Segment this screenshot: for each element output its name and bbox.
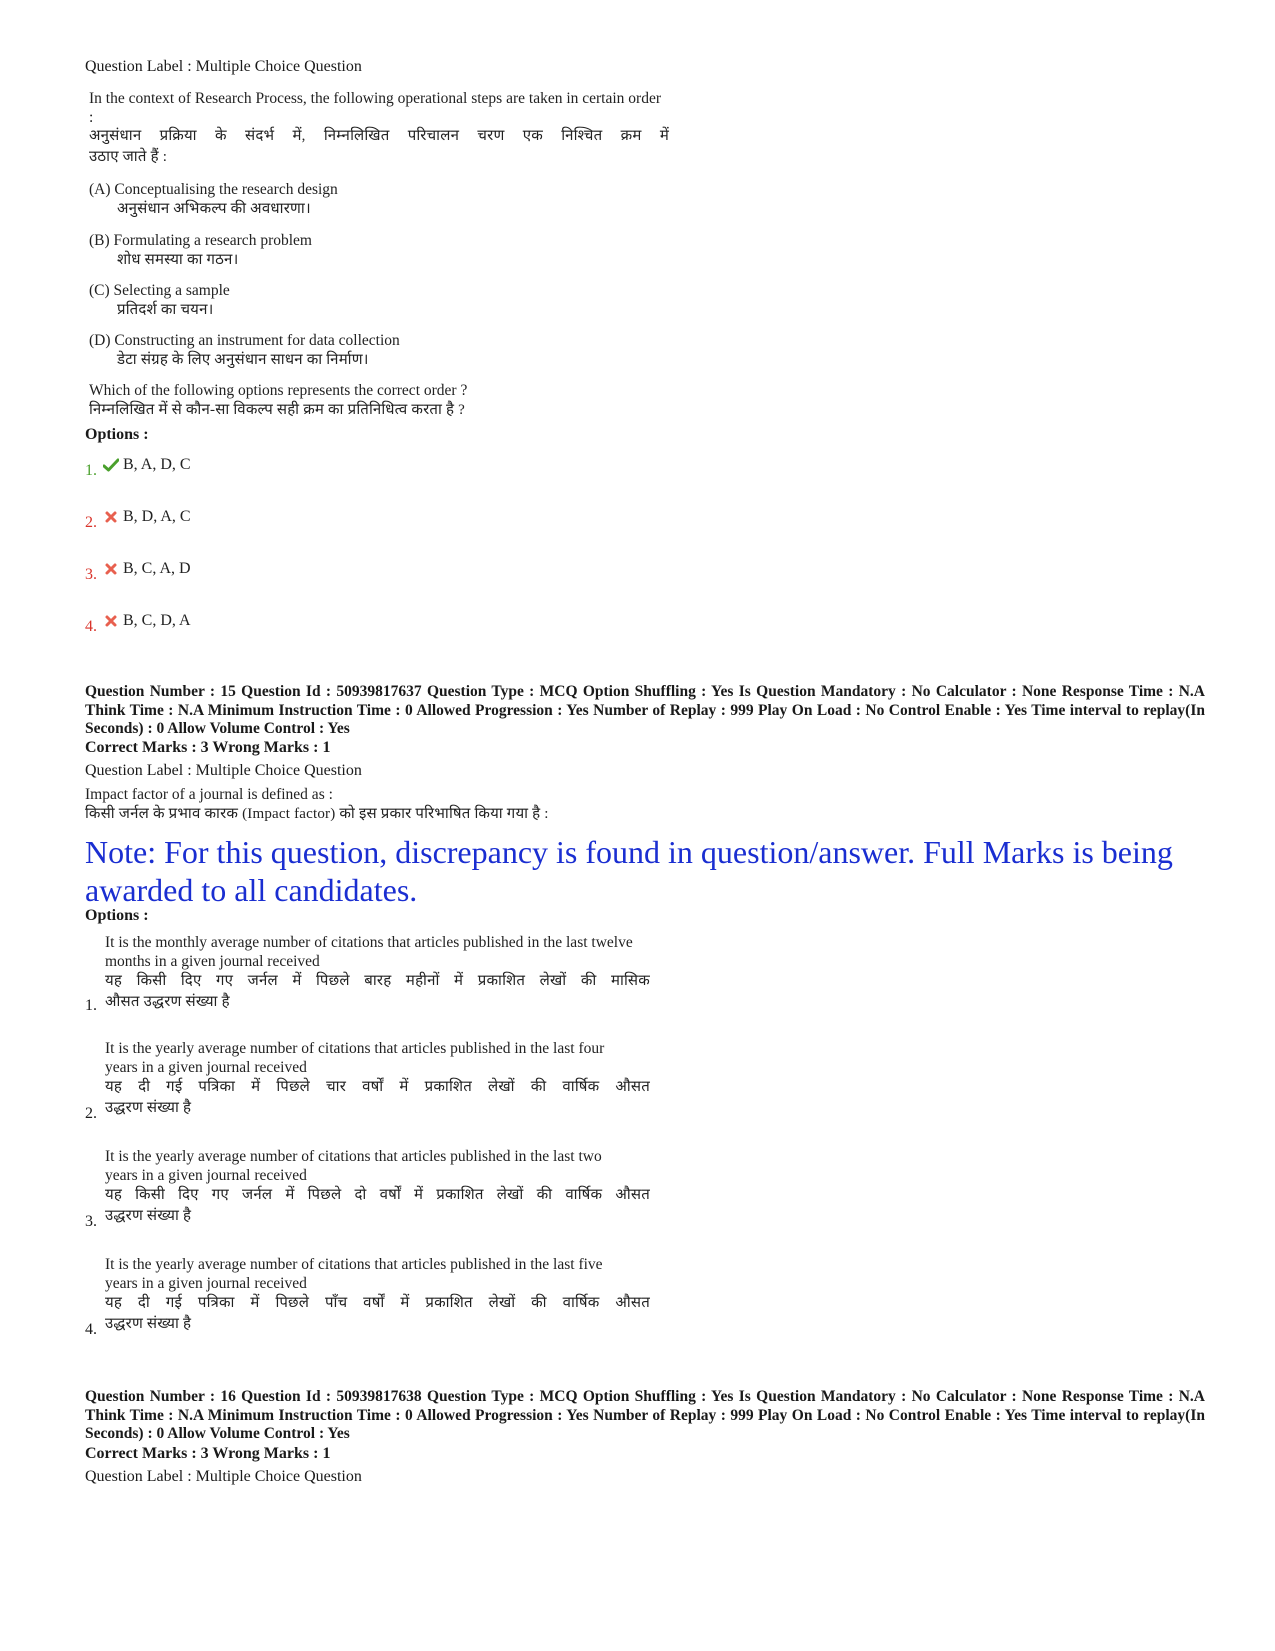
q14-label: Question Label : Multiple Choice Question [85, 58, 362, 75]
item-tag: (B) [89, 232, 110, 249]
item-tag: (A) [89, 181, 111, 198]
option-text-en-2: years in a given journal received [105, 1167, 307, 1184]
item-text-en: Formulating a research problem [113, 232, 312, 249]
discrepancy-note: Note: For this question, discrepancy is found in question/answer. Full Marks is being awarded to all candidates. [85, 834, 1173, 908]
q14-item-d [89, 331, 400, 371]
q15-option-1[interactable] [85, 933, 665, 1013]
item-text-en: Selecting a sample [113, 282, 230, 299]
cross-icon [103, 562, 119, 576]
option-number: 4. [85, 618, 97, 635]
option-text-hi-2: औसत उद्धरण संख्या है [105, 994, 230, 1010]
q14-stem-hi-line1: अनुसंधान प्रक्रिया के संदर्भ में, निम्नलिखित परिचालन चरण एक निश्चित क्रम में [89, 128, 669, 144]
option-number: 2. [85, 1105, 97, 1122]
option-number: 2. [85, 514, 97, 531]
option-text: B, C, A, D [123, 560, 191, 577]
q14-item-b [89, 231, 312, 271]
item-text-hi: प्रतिदर्श का चयन। [117, 302, 214, 318]
q15-option-2[interactable] [85, 1039, 665, 1122]
q16-label: Question Label : Multiple Choice Question [85, 1468, 362, 1485]
option-text-hi-2: उद्धरण संख्या है [105, 1208, 192, 1224]
option-text-hi-1: यह किसी दिए गए जर्नल में पिछले दो वर्षों में प्रकाशित लेखों की वार्षिक औसत [105, 1187, 650, 1203]
q15-stem-en: Impact factor of a journal is defined as : [85, 786, 333, 803]
option-text: B, A, D, C [123, 456, 191, 473]
option-number: 3. [85, 1213, 97, 1230]
option-number: 3. [85, 566, 97, 583]
option-text-en-1: It is the yearly average number of citations that articles published in the last two [105, 1148, 602, 1165]
item-text-hi: डेटा संग्रह के लिए अनुसंधान साधन का निर्माण। [117, 352, 369, 368]
item-text-hi: शोध समस्या का गठन। [117, 252, 239, 268]
option-text-en-2: years in a given journal received [105, 1059, 307, 1076]
q15-marks: Correct Marks : 3 Wrong Marks : 1 [85, 739, 331, 756]
q14-stem-hi-line2: उठाए जाते हैं : [89, 149, 168, 165]
item-tag: (D) [89, 332, 111, 349]
q15-option-4[interactable] [85, 1255, 665, 1338]
q15-option-3[interactable] [85, 1147, 665, 1230]
item-text-hi: अनुसंधान अभिकल्प की अवधारणा। [117, 201, 311, 217]
q14-option-1[interactable] [85, 456, 191, 479]
option-text-en-2: months in a given journal received [105, 953, 320, 970]
q14-options-label: Options : [85, 426, 149, 443]
option-text-hi-1: यह दी गई पत्रिका में पिछले चार वर्षों में प्रकाशित लेखों की वार्षिक औसत [105, 1079, 650, 1095]
cross-icon [103, 510, 119, 524]
q16-marks: Correct Marks : 3 Wrong Marks : 1 [85, 1445, 331, 1462]
item-text-en: Conceptualising the research design [114, 181, 338, 198]
option-number: 1. [85, 462, 97, 479]
option-text-en-1: It is the monthly average number of citations that articles published in the last twelve [105, 934, 633, 951]
option-text-en-1: It is the yearly average number of citations that articles published in the last five [105, 1256, 603, 1273]
q15-meta: Question Number : 15 Question Id : 50939817637 Question Type : MCQ Option Shuffling : Yes Is Question Mandatory : No Calculator : None Response Time : N.A Think Time : N.A Minimum Instruction Time : 0 Allowed Progression : Yes Number of Replay : 999 Play On Load : No Control Enable : Yes Time interval to replay(In Seconds) : 0 Allow Volume Control : Yes [85, 683, 1205, 737]
check-icon [103, 458, 119, 472]
q14-option-3[interactable] [85, 560, 191, 583]
option-text: B, D, A, C [123, 508, 191, 525]
item-text-en: Constructing an instrument for data collection [114, 332, 400, 349]
q14-option-4[interactable] [85, 612, 191, 635]
option-text: B, C, D, A [123, 612, 191, 629]
option-text-hi-1: यह दी गई पत्रिका में पिछले पाँच वर्षों में प्रकाशित लेखों की वार्षिक औसत [105, 1295, 650, 1311]
q15-options-label: Options : [85, 907, 149, 924]
option-text-hi-2: उद्धरण संख्या है [105, 1100, 192, 1116]
cross-icon [103, 614, 119, 628]
q14-item-c [89, 281, 230, 321]
option-number: 1. [85, 997, 97, 1014]
q15-stem-hi: किसी जर्नल के प्रभाव कारक (Impact factor) को इस प्रकार परिभाषित किया गया है : [85, 806, 549, 822]
q14-stem-en: In the context of Research Process, the following operational steps are taken in certain order : [89, 90, 662, 126]
q16-meta: Question Number : 16 Question Id : 50939817638 Question Type : MCQ Option Shuffling : Yes Is Question Mandatory : No Calculator : None Response Time : N.A Think Time : N.A Minimum Instruction Time : 0 Allowed Progression : Yes Number of Replay : 999 Play On Load : No Control Enable : Yes Time interval to replay(In Seconds) : 0 Allow Volume Control : Yes [85, 1388, 1205, 1442]
option-text-en-2: years in a given journal received [105, 1275, 307, 1292]
q14-ask-en: Which of the following options represents the correct order ? [89, 382, 468, 399]
q15-label: Question Label : Multiple Choice Question [85, 762, 362, 779]
option-text-hi-2: उद्धरण संख्या है [105, 1316, 192, 1332]
q14-ask-hi: निम्नलिखित में से कौन-सा विकल्प सही क्रम का प्रतिनिधित्व करता है ? [89, 402, 465, 418]
option-number: 4. [85, 1321, 97, 1338]
item-tag: (C) [89, 282, 110, 299]
q14-option-2[interactable] [85, 508, 191, 531]
option-text-en-1: It is the yearly average number of citations that articles published in the last four [105, 1040, 605, 1057]
q14-item-a [89, 180, 338, 220]
option-text-hi-1: यह किसी दिए गए जर्नल में पिछले बारह महीनों में प्रकाशित लेखों की मासिक [105, 973, 650, 989]
